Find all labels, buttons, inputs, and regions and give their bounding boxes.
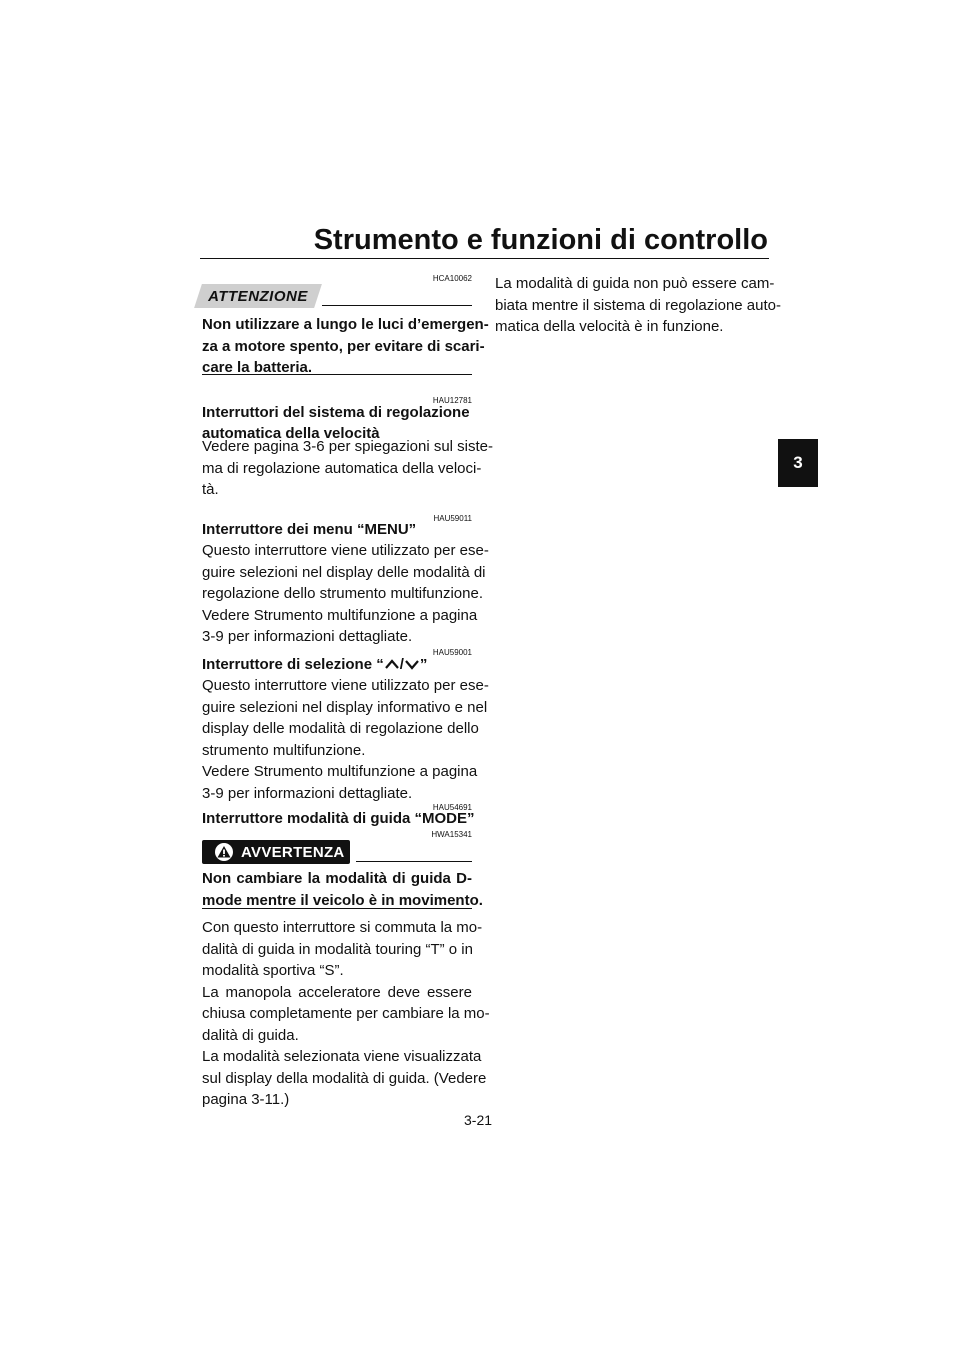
text-line: guire selezioni nel display informativo e nel	[202, 698, 488, 716]
warning-code: HWA15341	[431, 830, 472, 839]
heading-separator: /	[399, 656, 404, 673]
warning-icon	[215, 843, 233, 861]
text-line: biata mentre il sistema di regolazione auto-	[495, 296, 781, 314]
text-line: pagina 3-11.)	[202, 1091, 290, 1108]
section-code: HAU54691	[432, 803, 472, 812]
text-line: regolazione dello strumento multifunzione.	[202, 585, 483, 602]
text-line: guire selezioni nel display delle modalità di	[202, 563, 486, 581]
text-line: Vedere pagina 3-6 per spiegazioni sul siste-	[202, 438, 494, 455]
section-body	[202, 540, 489, 648]
page-number: 3-21	[464, 1112, 493, 1128]
warning-text	[202, 868, 483, 911]
heading-line: automatica della velocità	[202, 425, 380, 442]
right-column-text	[495, 273, 781, 338]
text-line: display delle modalità di regolazione dello	[202, 720, 479, 737]
text-line: mode mentre il veicolo è in movimento.	[202, 891, 483, 909]
section-code: HAU59001	[432, 648, 472, 657]
section-body	[202, 675, 489, 804]
text-line: La manopola acceleratore deve essere	[202, 983, 472, 1001]
heading-prefix: Interruttore di selezione “	[202, 656, 384, 673]
text-line: strumento multifunzione.	[202, 741, 366, 759]
text-line: za a motore spento, per evitare di scari-	[202, 337, 485, 355]
text-line: Non utilizzare a lungo le luci d’emergen-	[202, 316, 489, 333]
attention-bottom-rule	[202, 374, 472, 375]
page-title: Strumento e funzioni di controllo	[313, 224, 768, 256]
warning-badge	[202, 840, 350, 864]
text-line: La modalità di guida non può essere cam-	[495, 275, 775, 292]
text-line: sul display della modalità di guida. (Vedere	[202, 1069, 487, 1087]
heading-suffix: ”	[419, 656, 428, 673]
text-line: 3-9 per informazioni dettagliate.	[202, 784, 413, 802]
text-line: matica della velocità è in funzione.	[495, 318, 724, 335]
warning-bottom-rule	[202, 908, 472, 909]
section-heading	[202, 654, 472, 675]
text-line: modalità sportiva “S”.	[202, 962, 344, 979]
warning-top-rule	[356, 861, 472, 862]
text-line: Con questo interruttore si commuta la mo-	[202, 919, 483, 936]
text-line: dalità di guida in modalità touring “T” o in	[202, 940, 473, 958]
attention-badge	[202, 284, 314, 308]
chevron-down-icon	[404, 658, 420, 670]
text-line: tà.	[202, 481, 219, 498]
warning-label: AVVERTENZA	[241, 843, 345, 861]
text-line: Non cambiare la modalità di guida D-	[202, 870, 472, 887]
section-heading: Interruttore dei menu “MENU”	[202, 521, 417, 538]
attention-label: ATTENZIONE	[208, 287, 308, 305]
text-line: Vedere Strumento multifunzione a pagina	[202, 763, 478, 780]
chevron-up-icon	[384, 658, 400, 670]
attention-text	[202, 314, 489, 379]
section-heading: Interruttore modalità di guida “MODE”	[202, 810, 475, 827]
chapter-tab: 3	[778, 439, 818, 487]
section-code: HAU59011	[433, 514, 472, 523]
title-rule	[200, 258, 769, 259]
text-line: care la batteria.	[202, 359, 313, 376]
section-body	[202, 436, 494, 501]
text-line: chiusa completamente per cambiare la mo-	[202, 1005, 490, 1022]
text-line: 3-9 per informazioni dettagliate.	[202, 628, 413, 645]
attention-top-rule	[322, 305, 472, 306]
attention-code: HCA10062	[432, 274, 472, 283]
section-body	[202, 917, 490, 1111]
heading-line: Interruttori del sistema di regolazione	[202, 404, 470, 421]
text-line: La modalità selezionata viene visualizzata	[202, 1048, 482, 1065]
section-code: HAU12781	[432, 396, 472, 405]
text-line: ma di regolazione automatica della veloci-	[202, 459, 482, 477]
text-line: Questo interruttore viene utilizzato per ese-	[202, 542, 489, 559]
text-line: Questo interruttore viene utilizzato per ese-	[202, 677, 489, 694]
text-line: Vedere Strumento multifunzione a pagina	[202, 606, 478, 624]
text-line: dalità di guida.	[202, 1026, 299, 1044]
